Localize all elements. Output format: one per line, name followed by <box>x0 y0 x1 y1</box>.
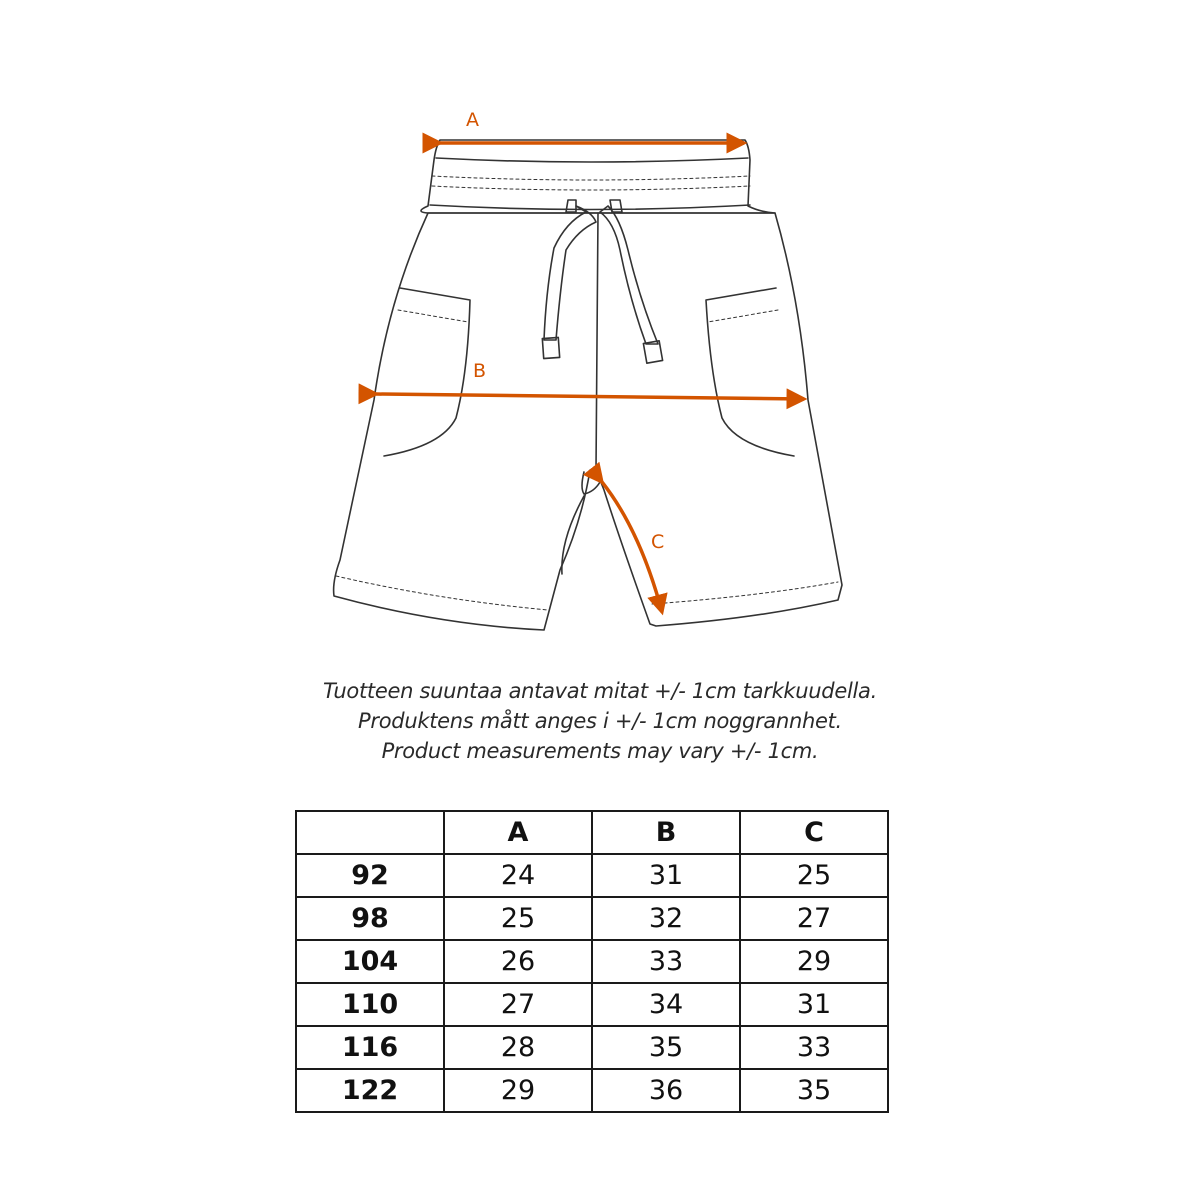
value-b: 36 <box>592 1069 740 1112</box>
table-row <box>296 1026 888 1069</box>
center-seam <box>596 213 598 470</box>
value-b: 32 <box>592 897 740 940</box>
value-b: 31 <box>592 854 740 897</box>
header-size <box>296 811 444 854</box>
hem-stitch-right <box>652 582 838 604</box>
header-a: A <box>444 811 592 854</box>
value-a: 26 <box>444 940 592 983</box>
drawstring-right <box>600 206 658 344</box>
value-c: 27 <box>740 897 888 940</box>
crotch-gusset <box>582 468 601 494</box>
waistband-stitch-2 <box>432 186 750 190</box>
dimension-label-c: C <box>651 531 665 553</box>
value-c: 35 <box>740 1069 888 1112</box>
dimension-label-a: A <box>466 109 479 131</box>
value-a: 28 <box>444 1026 592 1069</box>
pocket-right-stitch <box>708 310 778 322</box>
value-c: 25 <box>740 854 888 897</box>
measurement-notes <box>0 676 1200 766</box>
value-b: 34 <box>592 983 740 1026</box>
size-cell: 92 <box>296 854 444 897</box>
value-c: 31 <box>740 983 888 1026</box>
table-row <box>296 897 888 940</box>
shorts-body-outline <box>334 213 842 630</box>
note-finnish: Tuotteen suuntaa antavat mitat +/- 1cm tarkkuudella. <box>323 679 877 703</box>
value-b: 33 <box>592 940 740 983</box>
dimension-label-b: B <box>473 360 487 382</box>
value-a: 24 <box>444 854 592 897</box>
value-b: 35 <box>592 1026 740 1069</box>
note-swedish: Produktens mått anges i +/- 1cm noggrannhet. <box>358 709 842 733</box>
table-header-row <box>296 811 888 854</box>
size-cell: 110 <box>296 983 444 1026</box>
waistband <box>421 140 775 213</box>
value-a: 25 <box>444 897 592 940</box>
drawstring-left <box>544 206 596 340</box>
pocket-left-stitch <box>398 310 468 322</box>
value-a: 29 <box>444 1069 592 1112</box>
table-row <box>296 983 888 1026</box>
size-cell: 104 <box>296 940 444 983</box>
value-a: 27 <box>444 983 592 1026</box>
value-c: 33 <box>740 1026 888 1069</box>
pocket-left <box>384 288 470 456</box>
size-table <box>295 810 889 1113</box>
waistband-stitch-1 <box>432 176 750 180</box>
size-cell: 116 <box>296 1026 444 1069</box>
value-c: 29 <box>740 940 888 983</box>
table-row <box>296 940 888 983</box>
table-row <box>296 854 888 897</box>
header-c: C <box>740 811 888 854</box>
size-cell: 122 <box>296 1069 444 1112</box>
table-row <box>296 1069 888 1112</box>
header-b: B <box>592 811 740 854</box>
waistband-top-line <box>436 158 748 162</box>
pocket-right <box>706 288 794 456</box>
size-cell: 98 <box>296 897 444 940</box>
note-english: Product measurements may vary +/- 1cm. <box>381 739 819 763</box>
measure-arrow-b <box>376 394 804 399</box>
waistband-bottom-line <box>430 205 750 210</box>
